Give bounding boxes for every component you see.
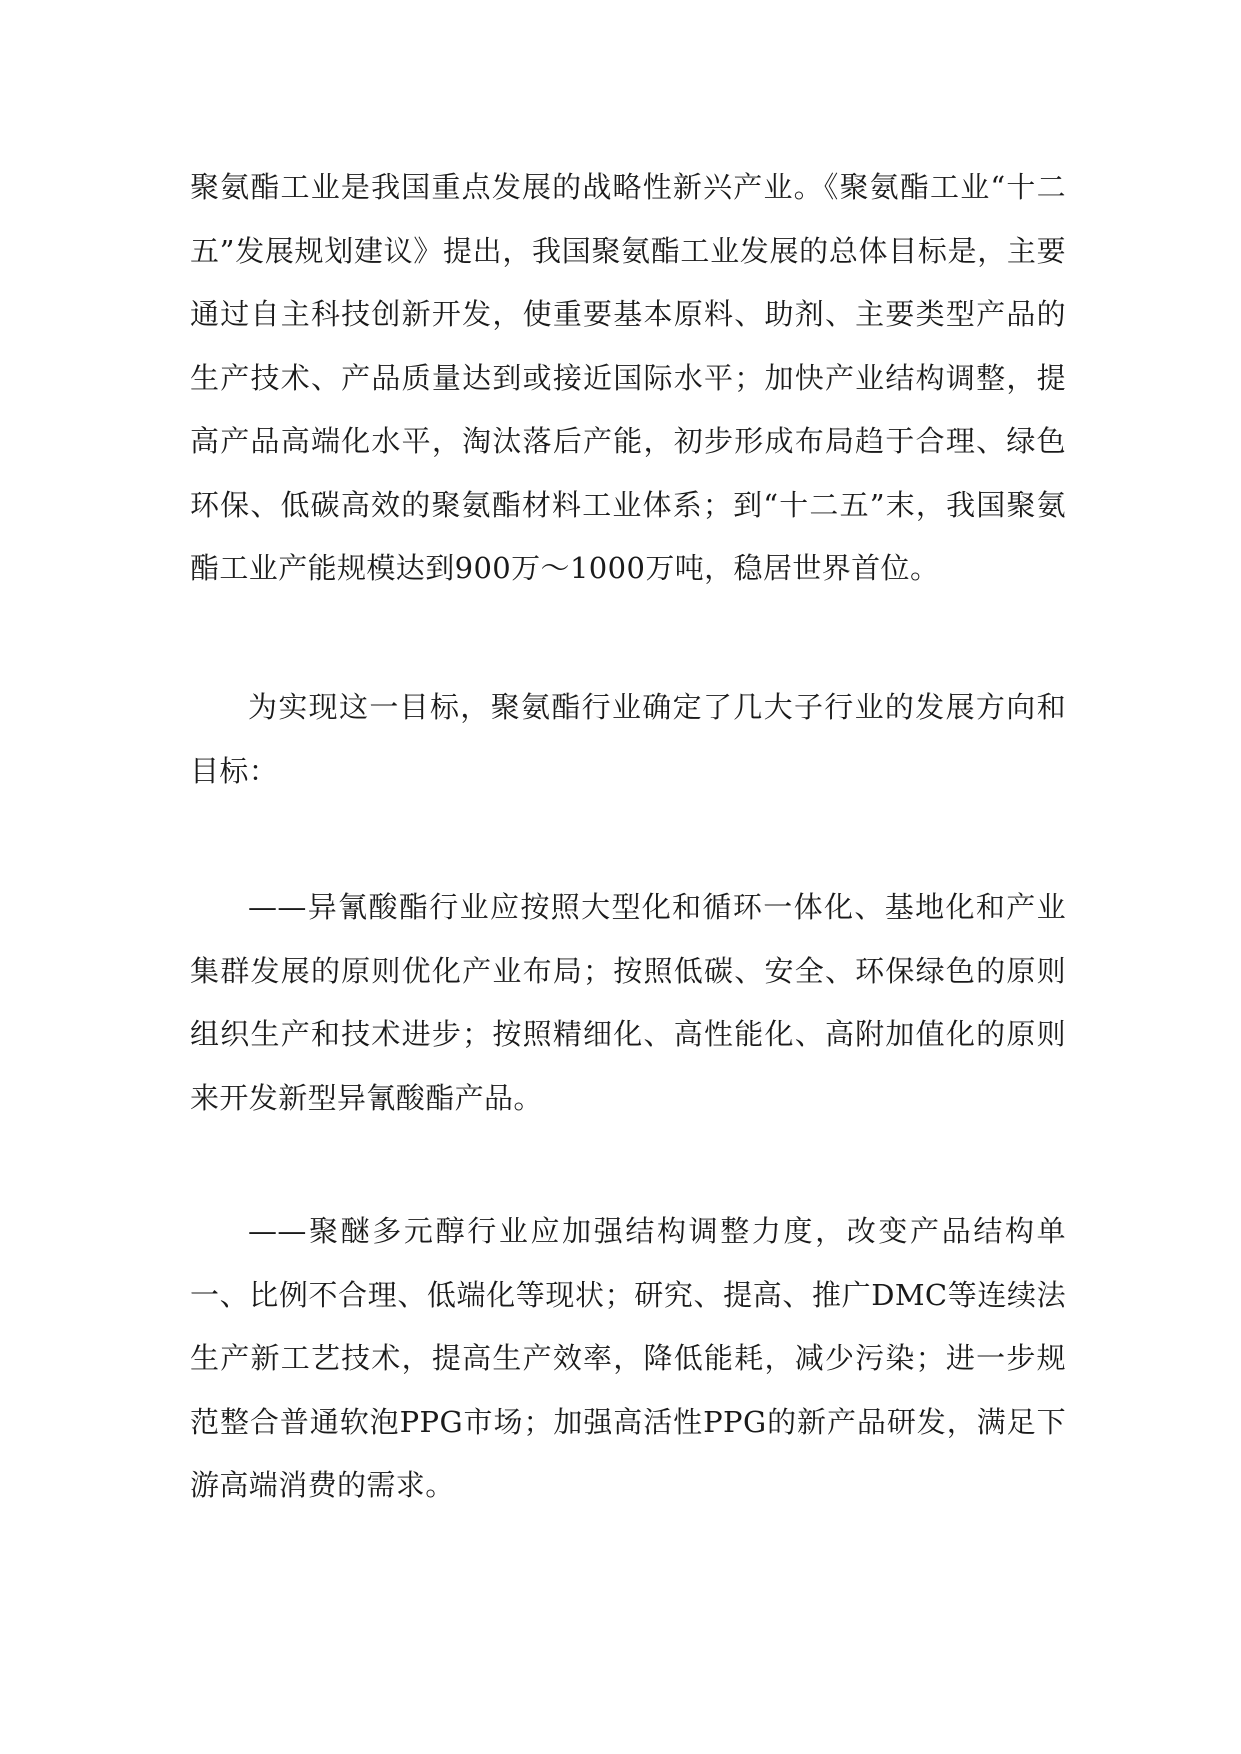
paragraph-polyether-polyol: ——聚醚多元醇行业应加强结构调整力度，改变产品结构单一、比例不合理、低端化等现状；研究、提高、推广DMC等连续法生产新工艺技术，提高生产效率，降低能耗，减少污染；进一步规范整合普通软泡PPG市场；加强高活性PPG的新产品研发，满足下游高端消费的需求。 — [190, 1214, 1066, 1502]
paragraph-isocyanate: ——异氰酸酯行业应按照大型化和循环一体化、基地化和产业集群发展的原则优化产业布局；按照低碳、安全、环保绿色的原则组织生产和技术进步；按照精细化、高性能化、高附加值化的原则来开发新型异氰酸酯产品。 — [190, 890, 1066, 1115]
paragraph-sub-industry-intro: 为实现这一目标，聚氨酯行业确定了几大子行业的发展方向和目标： — [190, 690, 1066, 788]
paragraph-overall-goal: 聚氨酯工业是我国重点发展的战略性新兴产业。《聚氨酯工业“十二五”发展规划建议》提出，我国聚氨酯工业发展的总体目标是，主要通过自主科技创新开发，使重要基本原料、助剂、主要类型产品的生产技术、产品质量达到或接近国际水平；加快产业结构调整，提高产品高端化水平，淘汰落后产能，初步形成布局趋于合理、绿色环保、低碳高效的聚氨酯材料工业体系；到“十二五”末，我国聚氨酯工业产能规模达到900万～1000万吨，稳居世界首位。 — [190, 170, 1066, 585]
